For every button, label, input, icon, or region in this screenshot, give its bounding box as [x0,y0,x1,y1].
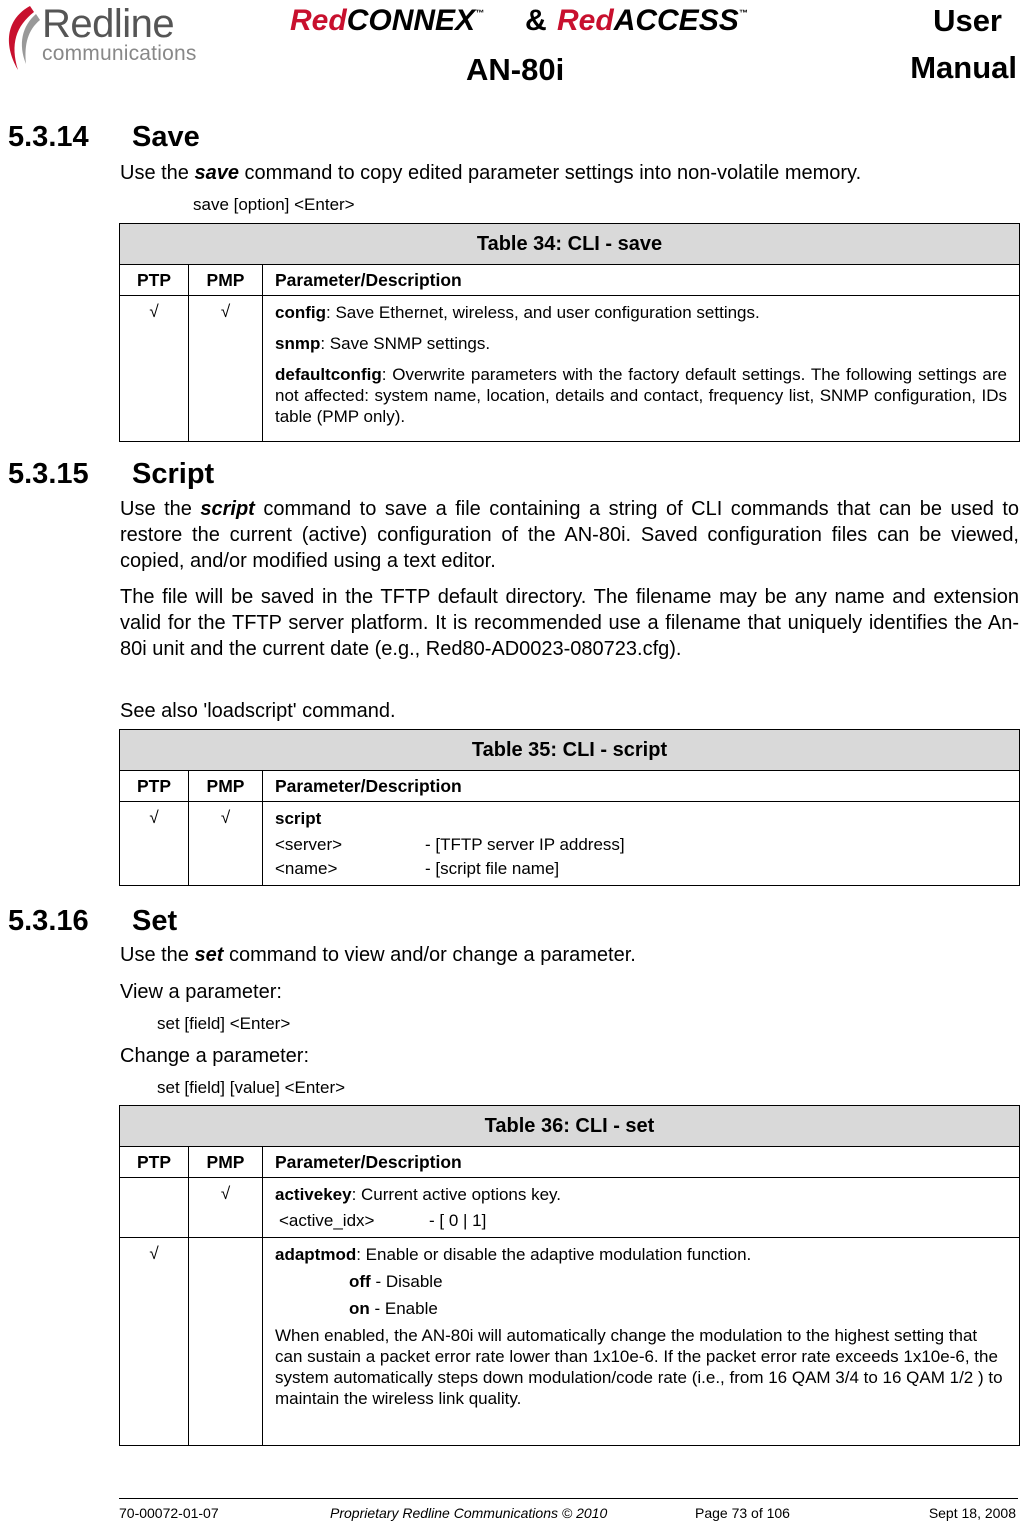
ptp-check: √ [120,296,189,442]
logo-subtitle: communications [42,42,197,65]
pmp-check: √ [189,802,263,886]
table-caption: Table 35: CLI - script [120,730,1020,771]
header-user: User [933,3,1002,38]
brand-redaccess: RedACCESS™ [557,4,748,37]
footer-rule [119,1498,1018,1499]
save-intro: Use the save command to copy edited parameter settings into non-volatile memory. [120,162,862,184]
activekey-param: activekey: Current active options key. <active_idx> - [ 0 | 1] [263,1178,1020,1238]
section-heading-script: 5.3.15 Script [8,458,215,490]
header-manual: Manual [910,50,1017,85]
col-ptp: PTP [120,771,189,802]
adaptmod-param: adaptmod: Enable or disable the adaptive modulation function. off - Disable on - Enable When enabled, the AN-80i will automatically change the modulation to the highest setting that can sustain a packet error rate lower than 1x10e-6. If the packet error rate exceeds 1x10e-6, the system automatically steps down modulation/code rate (i.e., from 16 QAM 3/4 to 16 QAM 1/2 ) to maintain the wireless link quality. [263,1238,1020,1446]
col-pmp: PMP [189,265,263,296]
set-intro: Use the set command to view and/or change a parameter. [120,944,636,966]
col-pmp: PMP [189,771,263,802]
col-description: Parameter/Description [263,1147,1020,1178]
col-ptp: PTP [120,1147,189,1178]
script-para-3: See also 'loadscript' command. [120,700,396,722]
col-pmp: PMP [189,1147,263,1178]
ptp-check: √ [120,802,189,886]
pmp-check: √ [189,1178,263,1238]
ptp-check [120,1178,189,1238]
col-description: Parameter/Description [263,265,1020,296]
table-cli-script [119,729,1020,886]
pmp-check: √ [189,296,263,442]
section-heading-set: 5.3.16 Set [8,905,178,937]
header-model: AN-80i [466,52,565,87]
ptp-check: √ [120,1238,189,1446]
footer-doc-id: 70-00072-01-07 [119,1505,219,1521]
script-para-2: The file will be saved in the TFTP default directory. The filename may be any name and extension valid for the TFTP server platform. It is recommended use a filename that uniquely identifies the An-80i unit and the current date (e.g., Red80-AD0023-080723.cfg). [120,586,1019,660]
footer-date: Sept 18, 2008 [928,1505,1016,1521]
pmp-check [189,1238,263,1446]
redline-swoosh-icon [0,4,40,74]
save-syntax: save [option] <Enter> [193,195,355,214]
redline-logo [0,0,205,78]
script-para-1: Use the script command to save a file containing a string of CLI commands that can be used to restore the current (active) configuration of the AN-80i. Saved configuration files can be viewed, copied, and/or modified using a text editor. [120,498,1020,572]
script-params: script <server> - [TFTP server IP address] <name> - [script file name] [263,802,1020,886]
set-view-label: View a parameter: [120,981,282,1003]
table-cli-save [119,223,1020,442]
logo-word: Redline [42,2,175,46]
set-view-syntax: set [field] <Enter> [157,1014,291,1033]
brand-redconnex: RedCONNEX™ [290,4,485,37]
set-change-syntax: set [field] [value] <Enter> [157,1078,346,1097]
table-caption: Table 36: CLI - set [120,1106,1020,1147]
set-change-label: Change a parameter: [120,1045,310,1067]
brand-ampersand: & [525,4,547,37]
save-options: config: Save Ethernet, wireless, and user configuration settings. snmp: Save SNMP settings. defaultconfig: Overwrite parameters with the factory default settings. The following settings are not affected: system name, location, details and contact, frequency list, SNMP configuration, IDs table (PMP only). [263,296,1020,442]
col-ptp: PTP [120,265,189,296]
footer-page: Page 73 of 106 [695,1505,790,1521]
table-caption: Table 34: CLI - save [120,224,1020,265]
section-heading-save: 5.3.14 Save [8,121,200,153]
footer-proprietary: Proprietary Redline Communications © 2010 [330,1505,608,1521]
table-cli-set [119,1105,1020,1446]
col-description: Parameter/Description [263,771,1020,802]
